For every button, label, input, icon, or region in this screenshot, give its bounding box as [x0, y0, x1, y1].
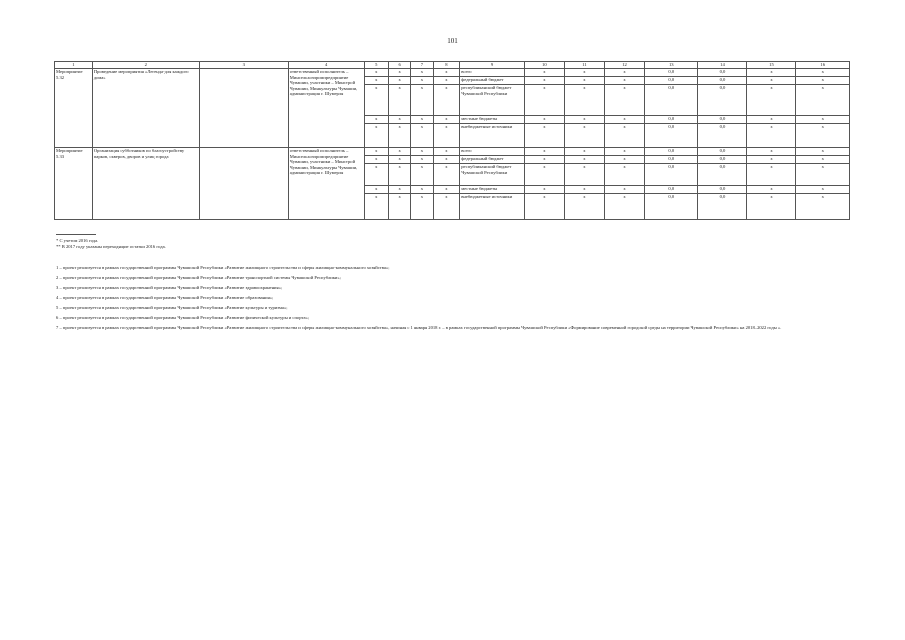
cell-c7: x	[411, 186, 433, 194]
cell-c6: x	[388, 186, 410, 194]
cell-c8: x	[433, 124, 460, 148]
cell-c16: x	[796, 194, 850, 220]
column-header: 3	[199, 62, 288, 69]
program-note: 5 – проект реализуется в рамках государственной программы Чувашской Республики «Развитие культуры и туризма»;	[56, 305, 288, 310]
cell-c14: 0,0	[698, 164, 747, 186]
cell-c14: 0,0	[698, 124, 747, 148]
column-header: 14	[698, 62, 747, 69]
cell-c8: x	[433, 69, 460, 77]
column-header: 7	[411, 62, 433, 69]
cell-c16: x	[796, 156, 850, 164]
cell-c12: x	[604, 77, 644, 85]
cell-c6: x	[388, 77, 410, 85]
cell-c16: x	[796, 124, 850, 148]
cell-c5: x	[364, 124, 388, 148]
cell-c16: x	[796, 85, 850, 116]
cell-c13: 0,0	[645, 186, 698, 194]
cell-c14: 0,0	[698, 69, 747, 77]
cell-c10: x	[524, 69, 564, 77]
column-header: 4	[288, 62, 364, 69]
cell-c11: x	[564, 194, 604, 220]
program-note: 1 – проект реализуется в рамках государственной программы Чувашской Республики «Развитие жилищного строительства и сферы жилищно-коммунального хозяйства»;	[56, 265, 390, 270]
cell-c9: внебюджетные источники	[460, 124, 525, 148]
cell-c11: x	[564, 124, 604, 148]
cell-c9: местные бюджеты	[460, 186, 525, 194]
cell-c6: x	[388, 69, 410, 77]
cell-c13: 0,0	[645, 156, 698, 164]
cell-c16: x	[796, 77, 850, 85]
cell-c7: x	[411, 77, 433, 85]
cell-c5: x	[364, 77, 388, 85]
column-header: 12	[604, 62, 644, 69]
cell-c8: x	[433, 148, 460, 156]
cell-c9: республиканский бюджет Чувашской Республики	[460, 164, 525, 186]
table-row	[55, 148, 850, 156]
column-header: 13	[645, 62, 698, 69]
cell-c16: x	[796, 148, 850, 156]
program-notes	[56, 265, 816, 335]
cell-c16: x	[796, 116, 850, 124]
footnote: ** В 2017 году указаны переходящие остатки 2016 года.	[56, 244, 166, 249]
footnotes	[56, 238, 166, 250]
cell-c6: x	[388, 194, 410, 220]
table-header-row	[55, 62, 850, 69]
cell-c5: x	[364, 164, 388, 186]
cell-c5: x	[364, 186, 388, 194]
cell-c9: республиканский бюджет Чувашской Республики	[460, 85, 525, 116]
cell-c10: x	[524, 85, 564, 116]
cell-c13: 0,0	[645, 194, 698, 220]
column-header: 6	[388, 62, 410, 69]
cell-c8: x	[433, 164, 460, 186]
cell-c7: x	[411, 85, 433, 116]
cell-c7: x	[411, 116, 433, 124]
cell-c7: x	[411, 124, 433, 148]
cell-c15: x	[747, 148, 796, 156]
cell-c13: 0,0	[645, 85, 698, 116]
column-header: 2	[92, 62, 199, 69]
cell-c9: федеральный бюджет	[460, 77, 525, 85]
program-note: 2 – проект реализуется в рамках государственной программы Чувашской Республики «Развитие транспортной системы Чувашской Республики»;	[56, 275, 341, 280]
cell-c1: Мероприятие 5.33	[55, 148, 93, 220]
cell-c11: x	[564, 186, 604, 194]
cell-c2: Организация субботников по благоустройству парков, скверов, дворов и улиц города	[92, 148, 199, 220]
cell-c12: x	[604, 124, 644, 148]
cell-c7: x	[411, 156, 433, 164]
cell-c16: x	[796, 164, 850, 186]
program-note: 4 – проект реализуется в рамках государственной программы Чувашской Республики «Развитие образования»;	[56, 295, 274, 300]
cell-c14: 0,0	[698, 77, 747, 85]
cell-c11: x	[564, 69, 604, 77]
cell-c6: x	[388, 156, 410, 164]
cell-c14: 0,0	[698, 186, 747, 194]
cell-c11: x	[564, 148, 604, 156]
cell-c14: 0,0	[698, 85, 747, 116]
cell-c10: x	[524, 164, 564, 186]
cell-c13: 0,0	[645, 124, 698, 148]
program-note: 6 – проект реализуется в рамках государственной программы Чувашской Республики «Развитие физической культуры и спорта»;	[56, 315, 310, 320]
cell-c9: федеральный бюджет	[460, 156, 525, 164]
cell-c14: 0,0	[698, 148, 747, 156]
cell-c9: местные бюджеты	[460, 116, 525, 124]
cell-c7: x	[411, 69, 433, 77]
cell-c13: 0,0	[645, 69, 698, 77]
cell-c8: x	[433, 116, 460, 124]
cell-c8: x	[433, 194, 460, 220]
cell-c6: x	[388, 116, 410, 124]
cell-c10: x	[524, 186, 564, 194]
cell-c8: x	[433, 156, 460, 164]
cell-c15: x	[747, 85, 796, 116]
cell-c6: x	[388, 148, 410, 156]
cell-c5: x	[364, 69, 388, 77]
cell-c4: ответственный исполнитель – Минсельхозпромпредприятие Чувашии, участники – Минстрой Чувашии, Минкультуры Чувашии, администрация г. Шумерля	[288, 69, 364, 148]
cell-c4: ответственный исполнитель – Минсельхозпромпредприятие Чувашии, участники – Минстрой Чувашии, Минкультуры Чувашии, администрация г. Шумерля	[288, 148, 364, 220]
cell-c11: x	[564, 85, 604, 116]
column-header: 10	[524, 62, 564, 69]
column-header: 5	[364, 62, 388, 69]
cell-c15: x	[747, 194, 796, 220]
cell-c16: x	[796, 186, 850, 194]
cell-c12: x	[604, 156, 644, 164]
cell-c10: x	[524, 116, 564, 124]
cell-c13: 0,0	[645, 116, 698, 124]
cell-c15: x	[747, 164, 796, 186]
column-header: 1	[55, 62, 93, 69]
footnote: * С учетом 2016 года.	[56, 238, 99, 243]
cell-c12: x	[604, 194, 644, 220]
cell-c11: x	[564, 164, 604, 186]
footnote-rule	[56, 234, 96, 235]
cell-c10: x	[524, 156, 564, 164]
column-header: 11	[564, 62, 604, 69]
cell-c5: x	[364, 148, 388, 156]
cell-c3	[199, 69, 288, 148]
cell-c8: x	[433, 77, 460, 85]
cell-c13: 0,0	[645, 164, 698, 186]
cell-c14: 0,0	[698, 194, 747, 220]
cell-c9: всего	[460, 148, 525, 156]
column-header: 16	[796, 62, 850, 69]
cell-c15: x	[747, 124, 796, 148]
cell-c12: x	[604, 164, 644, 186]
cell-c13: 0,0	[645, 148, 698, 156]
cell-c15: x	[747, 116, 796, 124]
cell-c8: x	[433, 186, 460, 194]
cell-c7: x	[411, 194, 433, 220]
column-header: 8	[433, 62, 460, 69]
cell-c9: внебюджетные источники	[460, 194, 525, 220]
cell-c14: 0,0	[698, 156, 747, 164]
cell-c10: x	[524, 148, 564, 156]
cell-c12: x	[604, 85, 644, 116]
program-note: 3 – проект реализуется в рамках государственной программы Чувашской Республики «Развитие здравоохранения»;	[56, 285, 283, 290]
page-number: 101	[447, 37, 458, 45]
cell-c5: x	[364, 85, 388, 116]
cell-c15: x	[747, 186, 796, 194]
budget-table	[54, 61, 850, 220]
cell-c12: x	[604, 69, 644, 77]
cell-c11: x	[564, 77, 604, 85]
cell-c5: x	[364, 116, 388, 124]
cell-c6: x	[388, 164, 410, 186]
cell-c2: Проведение мероприятия «Легенда-для каждого дома»	[92, 69, 199, 148]
cell-c5: x	[364, 194, 388, 220]
cell-c10: x	[524, 194, 564, 220]
cell-c15: x	[747, 156, 796, 164]
cell-c1: Мероприятие 5.32	[55, 69, 93, 148]
cell-c13: 0,0	[645, 77, 698, 85]
cell-c8: x	[433, 85, 460, 116]
cell-c6: x	[388, 85, 410, 116]
cell-c10: x	[524, 77, 564, 85]
cell-c15: x	[747, 77, 796, 85]
cell-c11: x	[564, 156, 604, 164]
program-note: 7 – проект реализуется в рамках государственной программы Чувашской Республики «Развитие жилищного строительства и сферы жилищно-коммунального хозяйства», начиная с 1 января 2018 г. – в рамках государственной программы Чувашской Республики «Формирование современной городской среды на территории Чувашской Республики» на 2018–2022 годы ».	[56, 325, 782, 330]
cell-c16: x	[796, 69, 850, 77]
column-header: 9	[460, 62, 525, 69]
cell-c12: x	[604, 148, 644, 156]
column-header: 15	[747, 62, 796, 69]
cell-c6: x	[388, 124, 410, 148]
cell-c15: x	[747, 69, 796, 77]
table-row	[55, 69, 850, 77]
cell-c5: x	[364, 156, 388, 164]
cell-c12: x	[604, 186, 644, 194]
cell-c9: всего	[460, 69, 525, 77]
cell-c3	[199, 148, 288, 220]
cell-c7: x	[411, 148, 433, 156]
cell-c12: x	[604, 116, 644, 124]
cell-c7: x	[411, 164, 433, 186]
cell-c10: x	[524, 124, 564, 148]
cell-c14: 0,0	[698, 116, 747, 124]
cell-c11: x	[564, 116, 604, 124]
